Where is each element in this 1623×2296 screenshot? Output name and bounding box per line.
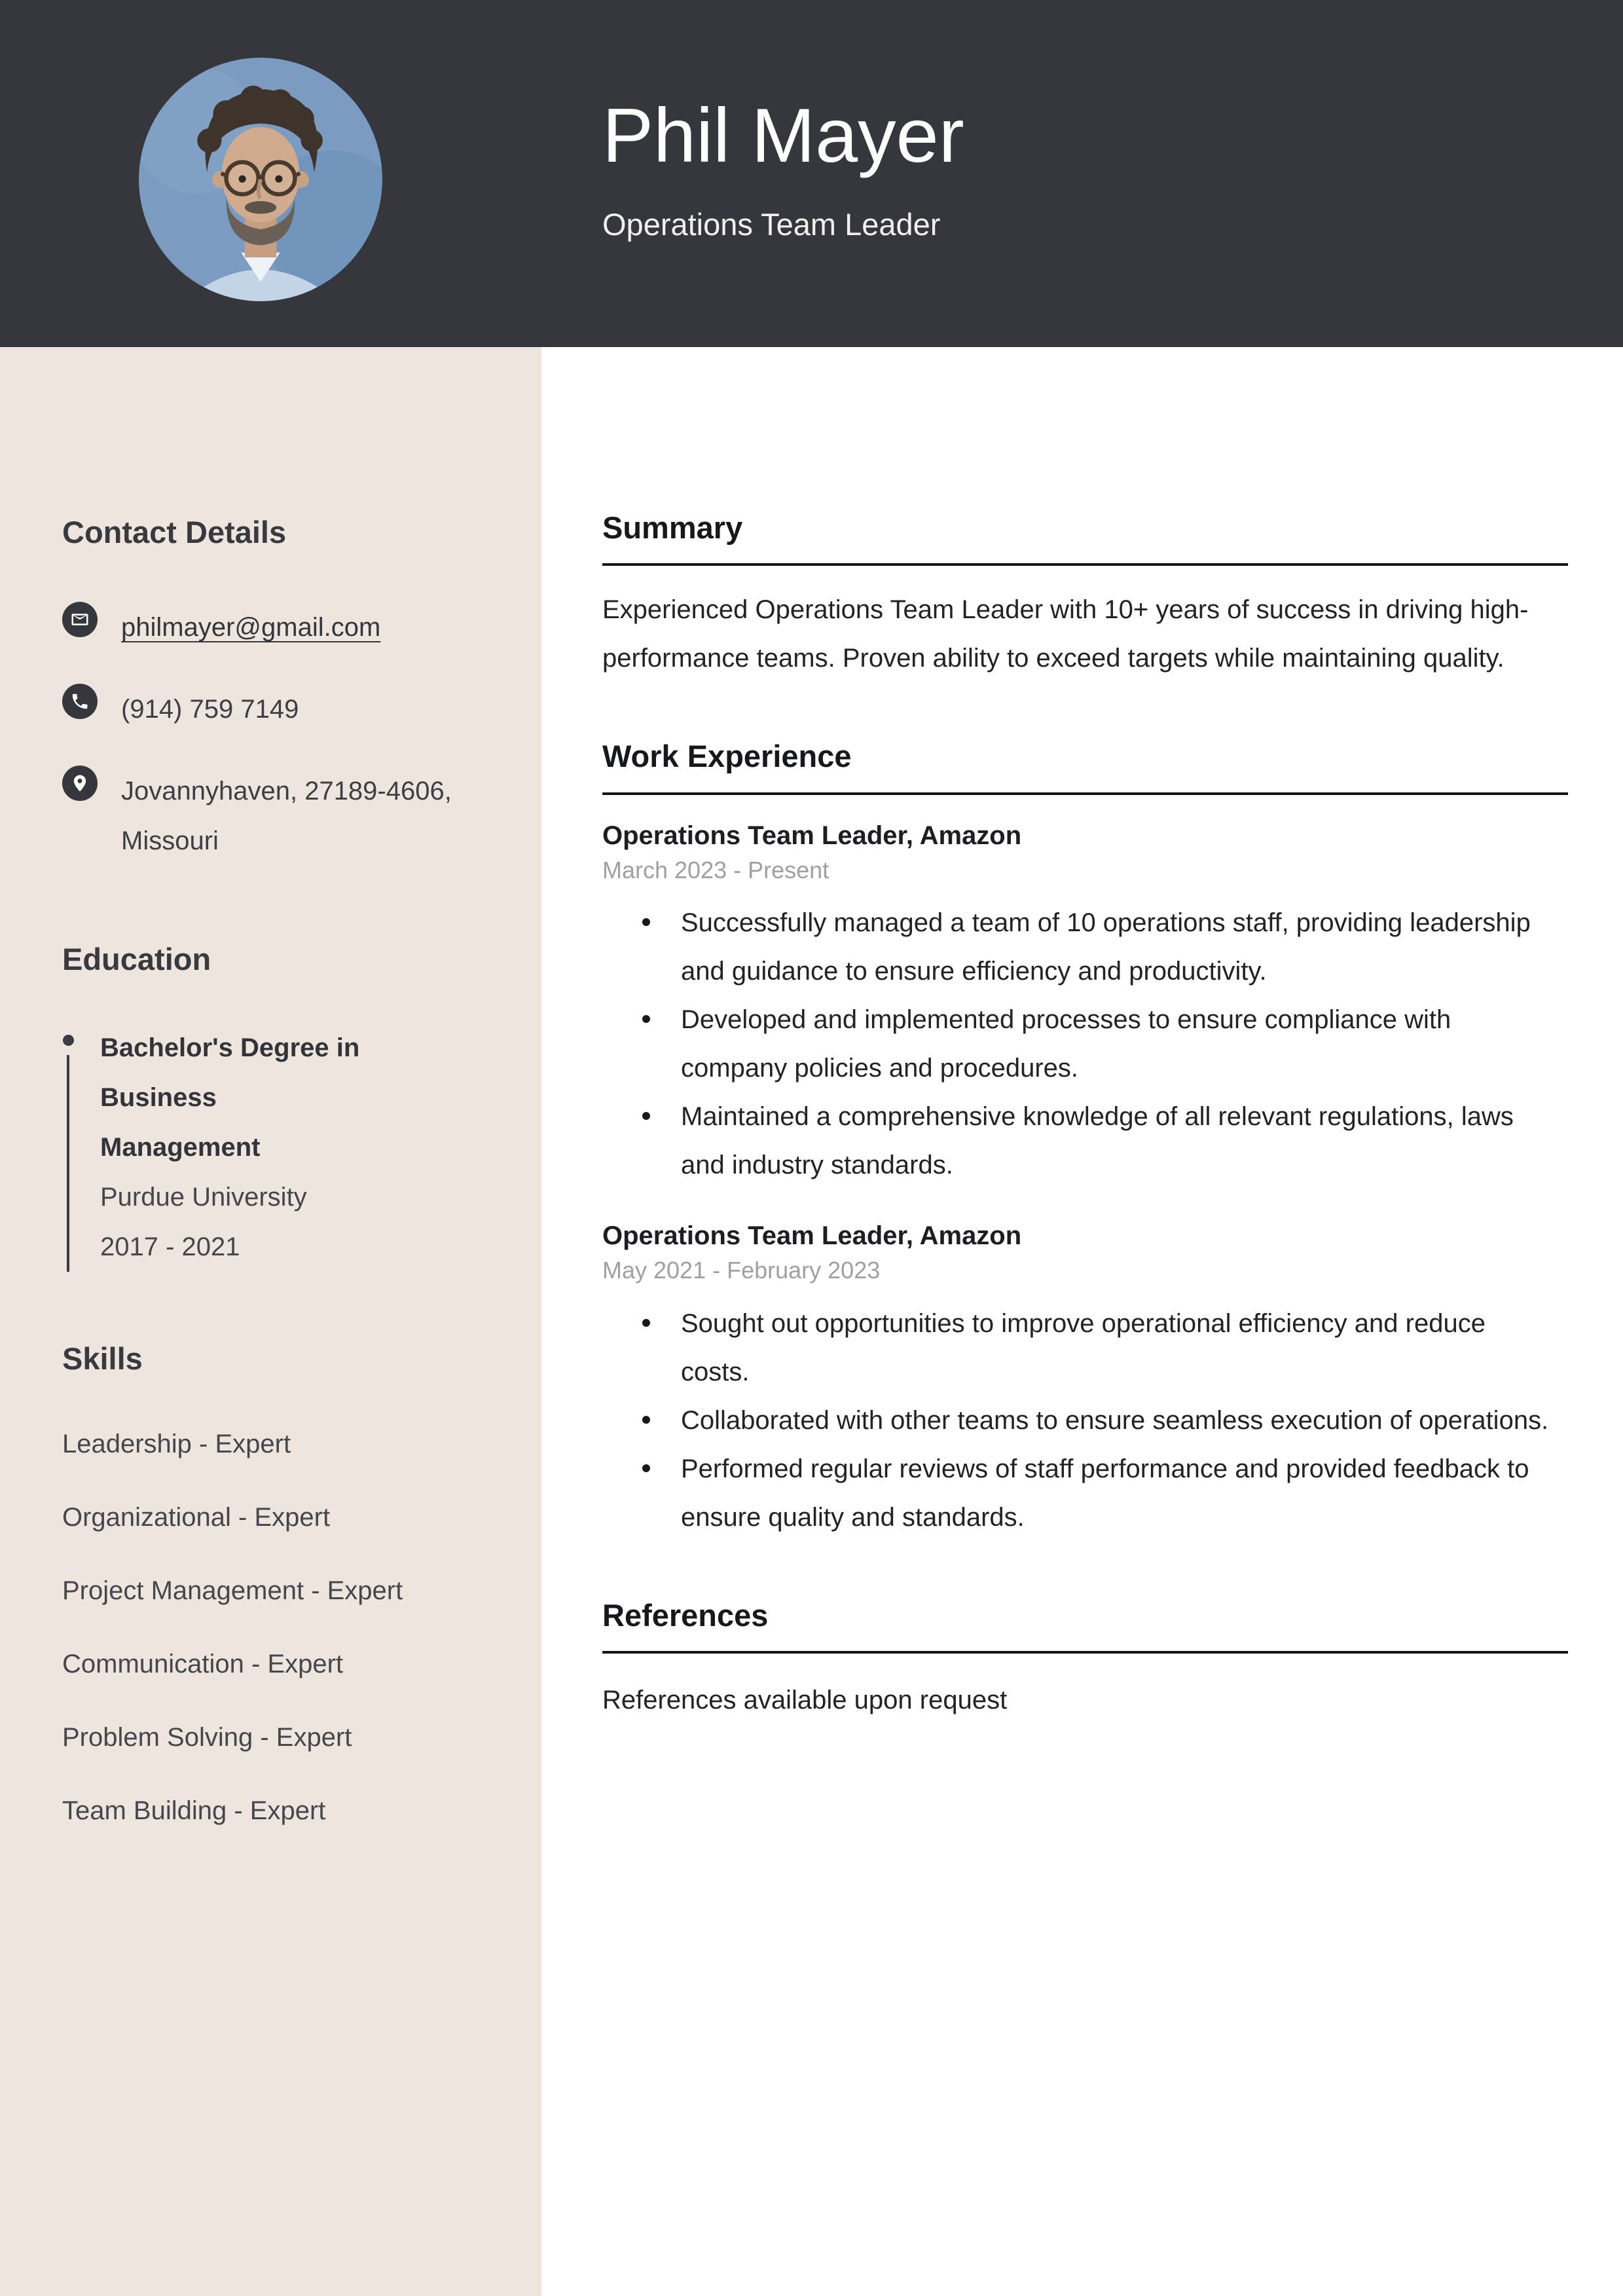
skill-item: Team Building - Expert [62, 1796, 326, 1826]
summary-text: Experienced Operations Team Leader with 10+ years of success in driving high-performance teams. Proven ability to exceed targets while maintaining quality. [602, 595, 1529, 673]
main-content [541, 347, 1623, 2296]
phone-icon [62, 684, 98, 719]
person-name: Phil Mayer [602, 92, 964, 178]
person-job-title: Operations Team Leader [602, 206, 941, 242]
summary-heading: Summary [602, 509, 1568, 566]
work-experience-section [602, 738, 1568, 1541]
job-bullet: Successfully managed a team of 10 operations staff, providing leadership and guidance to ensure efficiency and productivity. [638, 898, 1558, 995]
contact-row-email [62, 602, 502, 652]
job-dates: May 2021 - February 2023 [602, 1257, 881, 1284]
sidebar [0, 347, 541, 2296]
work-experience-heading: Work Experience [602, 738, 1568, 794]
job-entry [602, 1219, 1568, 1541]
education-details [100, 1023, 382, 1272]
skill-item: Communication - Expert [62, 1650, 344, 1679]
skill-item: Project Management - Expert [62, 1576, 403, 1606]
summary-section [602, 509, 1568, 682]
profile-photo-illustration [139, 58, 382, 301]
job-bullet: Performed regular reviews of staff performance and provided feedback to ensure quality and standards. [638, 1445, 1558, 1542]
job-entry [602, 819, 1568, 1189]
school-name: Purdue University [100, 1182, 307, 1212]
job-bullet: Collaborated with other teams to ensure seamless execution of operations. [638, 1396, 1558, 1445]
degree-name: Bachelor's Degree in Business Management [100, 1033, 360, 1162]
contact-list [62, 602, 502, 866]
email-icon [62, 602, 98, 637]
timeline-line [67, 1055, 69, 1272]
skills-section [62, 1341, 502, 1824]
education-heading: Education [62, 942, 211, 977]
profile-photo [139, 58, 382, 301]
job-dates: March 2023 - Present [602, 856, 830, 883]
address-text: Jovannyhaven, 27189-4606, Missouri [121, 777, 452, 856]
job-bullet: Maintained a comprehensive knowledge of all relevant regulations, laws and industry standards. [638, 1092, 1558, 1189]
education-dates: 2017 - 2021 [100, 1232, 240, 1261]
contact-row-phone [62, 684, 502, 734]
job-bullet-list [638, 898, 1568, 1189]
references-section [602, 1597, 1568, 1724]
education-entry [62, 1023, 502, 1272]
contact-row-address [62, 766, 502, 866]
skills-heading: Skills [62, 1341, 143, 1376]
contact-section [62, 514, 502, 866]
phone-number: (914) 759 7149 [121, 695, 299, 724]
header-text [602, 92, 964, 243]
location-icon [62, 766, 98, 801]
job-bullet: Sought out opportunities to improve operational efficiency and reduce costs. [638, 1299, 1558, 1396]
job-bullet: Developed and implemented processes to ensure compliance with company policies and procedures. [638, 995, 1558, 1092]
education-timeline-decoration [62, 1023, 74, 1272]
skill-item: Organizational - Expert [62, 1503, 331, 1532]
skills-list [62, 1431, 502, 1824]
resume-header [0, 0, 1623, 347]
skill-item: Leadership - Expert [62, 1430, 291, 1459]
job-title: Operations Team Leader, Amazon [602, 821, 1022, 850]
timeline-dot [63, 1035, 74, 1046]
job-title: Operations Team Leader, Amazon [602, 1221, 1022, 1251]
references-heading: References [602, 1597, 1568, 1654]
email-link[interactable]: philmayer@gmail.com [121, 613, 381, 642]
references-text: References available upon request [602, 1685, 1008, 1714]
contact-heading: Contact Details [62, 515, 287, 549]
education-section [62, 941, 502, 1271]
skill-item: Problem Solving - Expert [62, 1723, 352, 1752]
job-bullet-list [638, 1299, 1568, 1542]
